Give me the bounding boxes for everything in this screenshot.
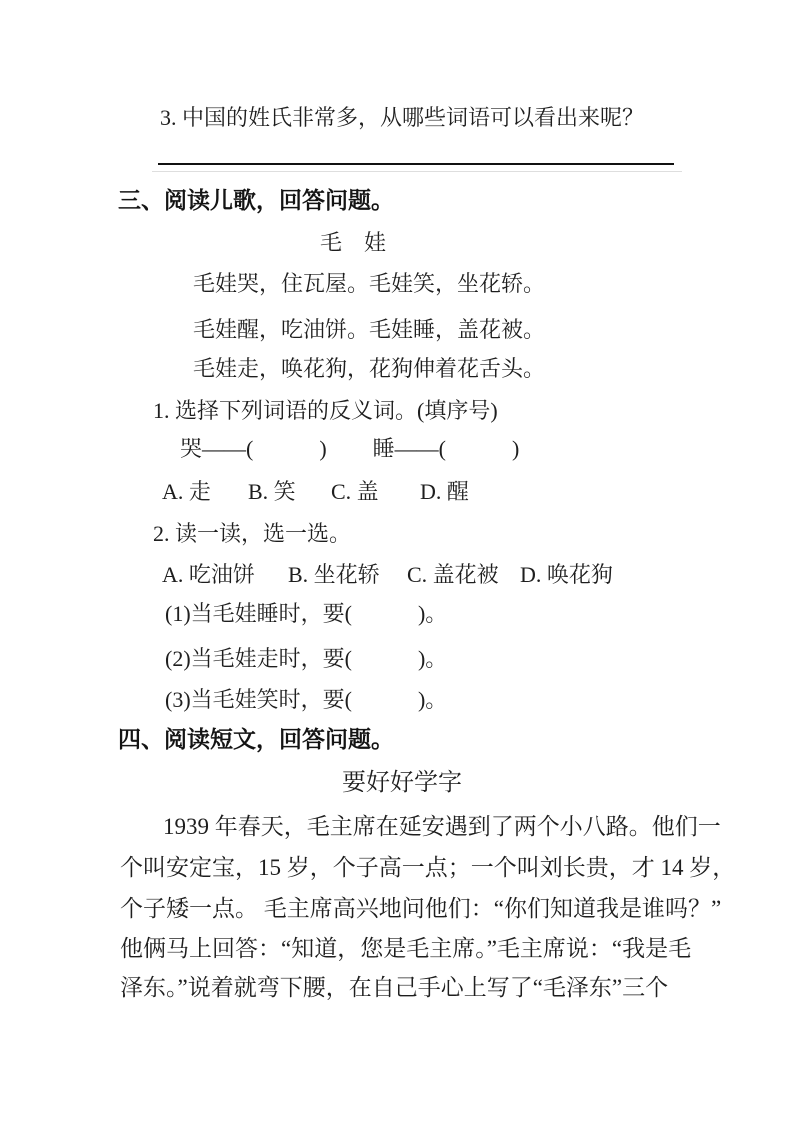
poem-line: 毛娃哭，住瓦屋。毛娃笑，坐花轿。: [193, 271, 546, 296]
q1-prompt: 1. 选择下列词语的反义词。(填序号): [153, 398, 498, 423]
question-3-text: 3. 中国的姓氏非常多，从哪些词语可以看出来呢？: [160, 105, 645, 130]
answer-line: [158, 163, 674, 165]
section-3-heading: 三、阅读儿歌，回答问题。: [118, 187, 394, 213]
q1-antonym-row: [180, 435, 519, 463]
poem-title: 毛 娃: [320, 230, 387, 255]
q1-option-a: A. 走: [162, 479, 211, 504]
passage-title: 要好好学字: [342, 770, 462, 796]
section-4-heading: 四、阅读短文，回答问题。: [118, 726, 394, 752]
q2-prompt: 2. 读一读，选一选。: [153, 521, 352, 546]
q2-blank-item: (2)当毛娃走时，要( )。: [165, 646, 448, 671]
passage-line: 1939 年春天，毛主席在延安遇到了两个小八路。他们一: [163, 814, 721, 839]
q2-option-d: D. 唤花狗: [520, 562, 613, 587]
passage-line: 泽东。”说着就弯下腰，在自己手心上写了“毛泽东”三个: [120, 975, 669, 1000]
poem-line: 毛娃醒，吃油饼。毛娃睡，盖花被。: [193, 317, 546, 342]
q2-option-c: C. 盖花被: [407, 562, 499, 587]
passage-line: 个子矮一点。 毛主席高兴地问他们：“你们知道我是谁吗？”: [120, 896, 722, 921]
q1-option-b: B. 笑: [248, 479, 296, 504]
answer-line-shadow: [152, 171, 682, 172]
q2-blank-item: (3)当毛娃笑时，要( )。: [165, 687, 448, 712]
q2-option-b: B. 坐花轿: [288, 562, 380, 587]
passage-line: 个叫安定宝，15 岁，个子高一点；一个叫刘长贵，才 14 岁，: [120, 855, 736, 880]
antonym-pair-cry: 哭——( ): [180, 436, 327, 461]
antonym-pair-sleep: 睡——( ): [372, 436, 520, 461]
q2-blank-item: (1)当毛娃睡时，要( )。: [165, 601, 448, 626]
q1-option-c: C. 盖: [331, 479, 379, 504]
q1-option-d: D. 醒: [420, 479, 469, 504]
q2-option-a: A. 吃油饼: [162, 562, 255, 587]
poem-line: 毛娃走，唤花狗，花狗伸着花舌头。: [193, 356, 546, 381]
passage-line: 他俩马上回答：“知道，您是毛主席。”毛主席说：“我是毛: [120, 936, 692, 961]
